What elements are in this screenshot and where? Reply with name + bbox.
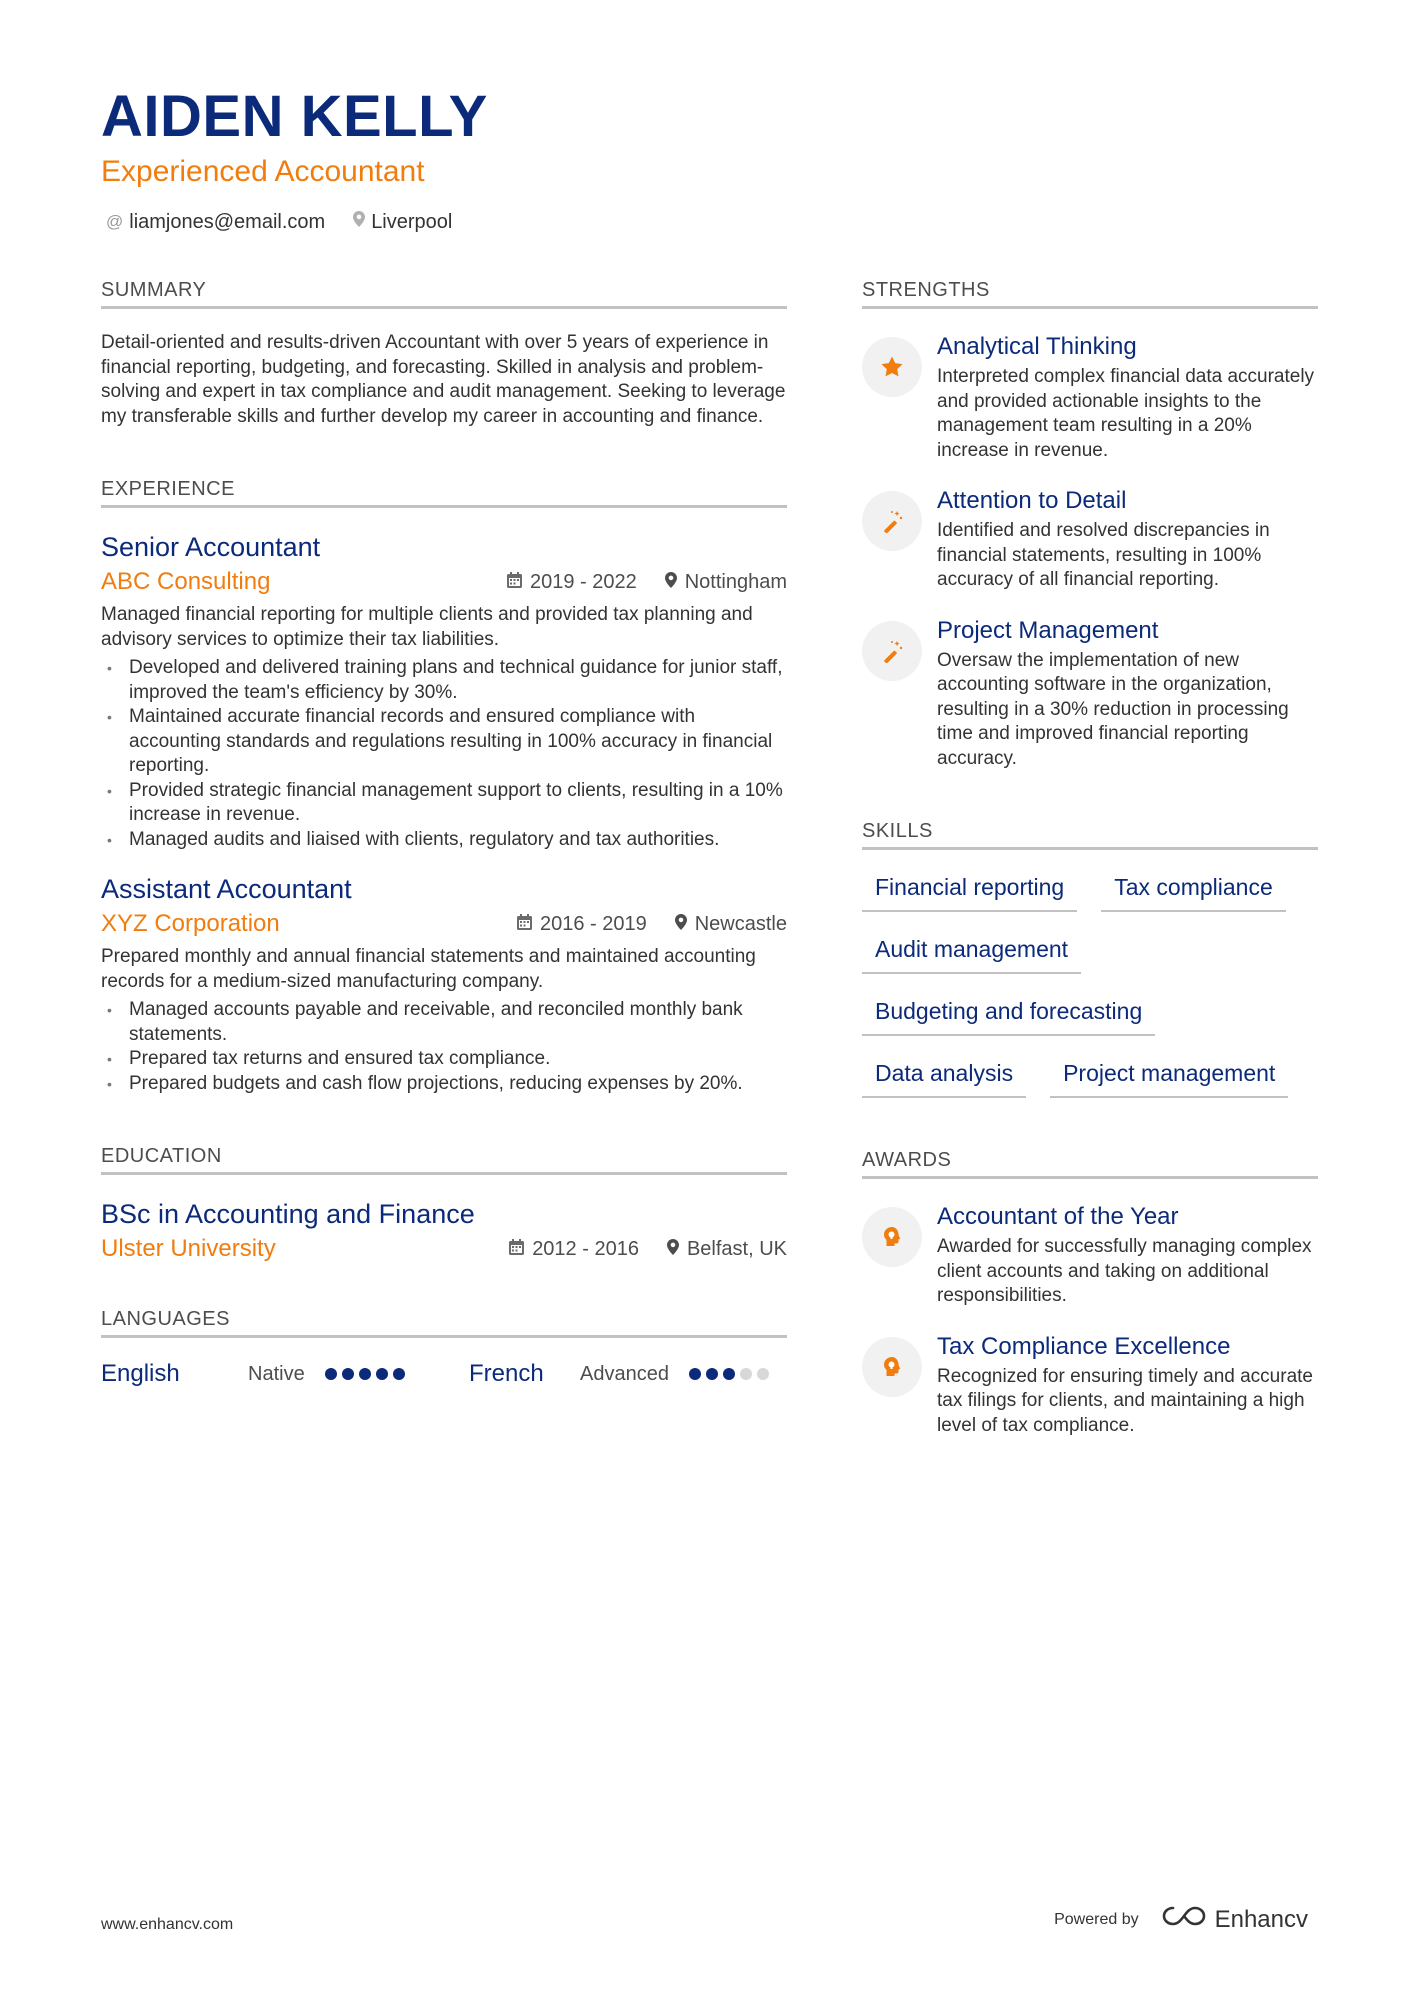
calendar-icon bbox=[517, 914, 532, 935]
award-body bbox=[937, 1201, 1318, 1309]
job-bullet: • Managed accounts payable and receivable, and reconciled monthly bank statements. bbox=[101, 998, 787, 1047]
at-icon: @ bbox=[106, 212, 124, 231]
degree-title: BSc in Accounting and Finance bbox=[101, 1199, 475, 1229]
contact-location bbox=[353, 208, 452, 236]
rating-dot-filled bbox=[706, 1368, 718, 1380]
job-bullet: • Maintained accurate financial records and ensured compliance with accounting standards and regulations resulting in 100% accuracy in financial reporting. bbox=[101, 705, 787, 779]
job-entry bbox=[101, 530, 787, 852]
job-bullet: • Developed and delivered training plans and technical guidance for junior staff, improved the team's efficiency by 30%. bbox=[101, 656, 787, 705]
strength-item bbox=[862, 331, 1318, 463]
job-bullet: • Provided strategic financial management support to clients, resulting in a 10% increase in revenue. bbox=[101, 779, 787, 828]
job-location bbox=[665, 571, 787, 594]
footer-branding bbox=[1054, 1904, 1308, 1935]
job-details bbox=[517, 913, 787, 936]
language-name: French bbox=[469, 1360, 544, 1387]
skills-heading: SKILLS bbox=[862, 817, 1318, 850]
education-dates-text: 2012 - 2016 bbox=[532, 1237, 639, 1260]
head-idea-icon bbox=[862, 1337, 922, 1397]
skills-section bbox=[862, 817, 1318, 1098]
languages-heading: LANGUAGES bbox=[101, 1305, 787, 1338]
location-pin-icon bbox=[675, 914, 687, 935]
school-name: Ulster University bbox=[101, 1235, 276, 1262]
footer-website[interactable]: www.enhancv.com bbox=[101, 1916, 234, 1933]
skill-tag: Audit management bbox=[862, 934, 1081, 974]
education-section bbox=[101, 1142, 787, 1265]
location-pin-icon bbox=[353, 208, 365, 236]
magic-wand-icon bbox=[862, 621, 922, 681]
languages-row bbox=[101, 1360, 787, 1388]
email-text: liamjones@email.com bbox=[129, 211, 326, 233]
calendar-icon bbox=[507, 572, 522, 593]
job-details bbox=[507, 571, 787, 594]
job-title: Assistant Accountant bbox=[101, 874, 352, 904]
education-meta bbox=[101, 1233, 787, 1265]
job-meta bbox=[101, 908, 787, 940]
skill-tag: Financial reporting bbox=[862, 872, 1077, 912]
strength-body bbox=[937, 615, 1318, 772]
summary-section bbox=[101, 276, 787, 429]
job-bullet: • Prepared tax returns and ensured tax compliance. bbox=[101, 1047, 787, 1072]
education-dates bbox=[509, 1238, 639, 1261]
job-description: Prepared monthly and annual financial statements and maintained accounting records for a medium-sized manufacturing company. bbox=[101, 946, 756, 992]
location-pin-icon bbox=[667, 1239, 679, 1260]
candidate-name: AIDEN KELLY bbox=[101, 84, 488, 149]
rating-dot-filled bbox=[376, 1368, 388, 1380]
award-item bbox=[862, 1201, 1318, 1309]
strength-body bbox=[937, 331, 1318, 463]
calendar-icon bbox=[509, 1239, 524, 1260]
location-pin-icon bbox=[665, 572, 677, 593]
experience-section bbox=[101, 475, 787, 1096]
award-desc: Awarded for successfully managing complex client accounts and taking on additional responsibilities. bbox=[937, 1236, 1312, 1306]
award-title: Accountant of the Year bbox=[937, 1203, 1179, 1230]
language-level: Advanced bbox=[580, 1362, 669, 1385]
languages-section bbox=[101, 1305, 787, 1388]
job-dates-text: 2016 - 2019 bbox=[539, 912, 647, 935]
job-bullet: • Prepared budgets and cash flow projections, reducing expenses by 20%. bbox=[101, 1072, 787, 1097]
job-entry bbox=[101, 872, 787, 1096]
skill-tag: Tax compliance bbox=[1101, 872, 1286, 912]
job-location-text: Newcastle bbox=[694, 912, 787, 935]
rating-dot-empty bbox=[740, 1368, 752, 1380]
job-title: Senior Accountant bbox=[101, 532, 321, 562]
job-location-text: Nottingham bbox=[684, 570, 787, 593]
summary-heading: SUMMARY bbox=[101, 276, 787, 309]
job-description: Managed financial reporting for multiple clients and provided tax planning and advisory services to optimize their tax liabilities. bbox=[101, 604, 753, 650]
job-dates bbox=[517, 913, 647, 936]
head-idea-icon bbox=[862, 1207, 922, 1267]
award-item bbox=[862, 1331, 1318, 1439]
award-desc: Recognized for ensuring timely and accurate tax filings for clients, and maintaining a high level of tax compliance. bbox=[937, 1365, 1313, 1436]
language-item bbox=[101, 1360, 469, 1388]
brand-name: Enhancv bbox=[1214, 1905, 1308, 1933]
strength-title: Project Management bbox=[937, 616, 1159, 644]
strengths-section bbox=[862, 276, 1318, 771]
job-bullets bbox=[101, 998, 787, 1096]
strength-desc: Interpreted complex financial data accurately and provided actionable insights to the management team resulting in a 20% increase in revenue. bbox=[937, 366, 1315, 461]
magic-wand-icon bbox=[862, 491, 922, 551]
education-details bbox=[509, 1238, 787, 1261]
rating-dot-filled bbox=[359, 1368, 371, 1380]
job-company: XYZ Corporation bbox=[101, 910, 280, 937]
rating-dot-filled bbox=[325, 1368, 337, 1380]
awards-section bbox=[862, 1146, 1318, 1438]
job-dates-text: 2019 - 2022 bbox=[529, 570, 637, 593]
experience-heading: EXPERIENCE bbox=[101, 475, 787, 508]
strength-item bbox=[862, 615, 1318, 772]
job-meta bbox=[101, 566, 787, 598]
contact-email[interactable] bbox=[106, 208, 325, 236]
language-item bbox=[469, 1360, 769, 1388]
summary-text: Detail-oriented and results-driven Accountant with over 5 years of experience in financial reporting, budgeting, and forecasting. Skilled in analysis and problem-solving and expert in tax compliance and audit management. Seeking to leverage my transferable skills and further develop my career in accounting and finance. bbox=[101, 332, 786, 427]
job-bullet: • Managed audits and liaised with clients, regulatory and tax authorities. bbox=[101, 828, 787, 853]
education-location bbox=[667, 1238, 787, 1261]
language-rating bbox=[689, 1368, 769, 1380]
candidate-title: Experienced Accountant bbox=[101, 155, 425, 188]
education-heading: EDUCATION bbox=[101, 1142, 787, 1175]
job-dates bbox=[507, 571, 637, 594]
award-body bbox=[937, 1331, 1318, 1439]
star-icon bbox=[862, 337, 922, 397]
job-bullets bbox=[101, 656, 787, 852]
job-location bbox=[675, 913, 787, 936]
strengths-heading: STRENGTHS bbox=[862, 276, 1318, 309]
skill-tag: Project management bbox=[1050, 1058, 1288, 1098]
rating-dot-empty bbox=[757, 1368, 769, 1380]
left-column bbox=[101, 276, 787, 1388]
infinity-logo-icon bbox=[1161, 1904, 1207, 1935]
contact-info bbox=[106, 208, 452, 236]
award-title: Tax Compliance Excellence bbox=[937, 1332, 1231, 1360]
location-text: Liverpool bbox=[371, 211, 453, 233]
rating-dot-filled bbox=[342, 1368, 354, 1380]
skill-tag: Data analysis bbox=[862, 1058, 1026, 1098]
strength-desc: Oversaw the implementation of new accounting software in the organization, resulting in a 30% reduction in processing time and improved financial reporting accuracy. bbox=[937, 649, 1289, 769]
skill-tag: Budgeting and forecasting bbox=[862, 996, 1155, 1036]
rating-dot-filled bbox=[393, 1368, 405, 1380]
strength-item bbox=[862, 485, 1318, 593]
language-name: English bbox=[101, 1360, 180, 1387]
rating-dot-filled bbox=[689, 1368, 701, 1380]
strength-title: Analytical Thinking bbox=[937, 333, 1137, 360]
job-company: ABC Consulting bbox=[101, 568, 271, 595]
skills-list bbox=[862, 872, 1318, 1098]
education-location-text: Belfast, UK bbox=[686, 1237, 787, 1260]
strength-desc: Identified and resolved discrepancies in financial statements, resulting in 100% accuracy of all financial reporting. bbox=[937, 520, 1270, 590]
brand-logo[interactable] bbox=[1161, 1904, 1308, 1935]
strength-body bbox=[937, 485, 1318, 593]
awards-heading: AWARDS bbox=[862, 1146, 1318, 1179]
powered-by-text: Powered by bbox=[1054, 1910, 1139, 1928]
rating-dot-filled bbox=[723, 1368, 735, 1380]
strength-title: Attention to Detail bbox=[937, 487, 1127, 514]
language-level: Native bbox=[248, 1362, 305, 1385]
language-rating bbox=[325, 1368, 405, 1380]
right-column bbox=[862, 276, 1318, 1438]
